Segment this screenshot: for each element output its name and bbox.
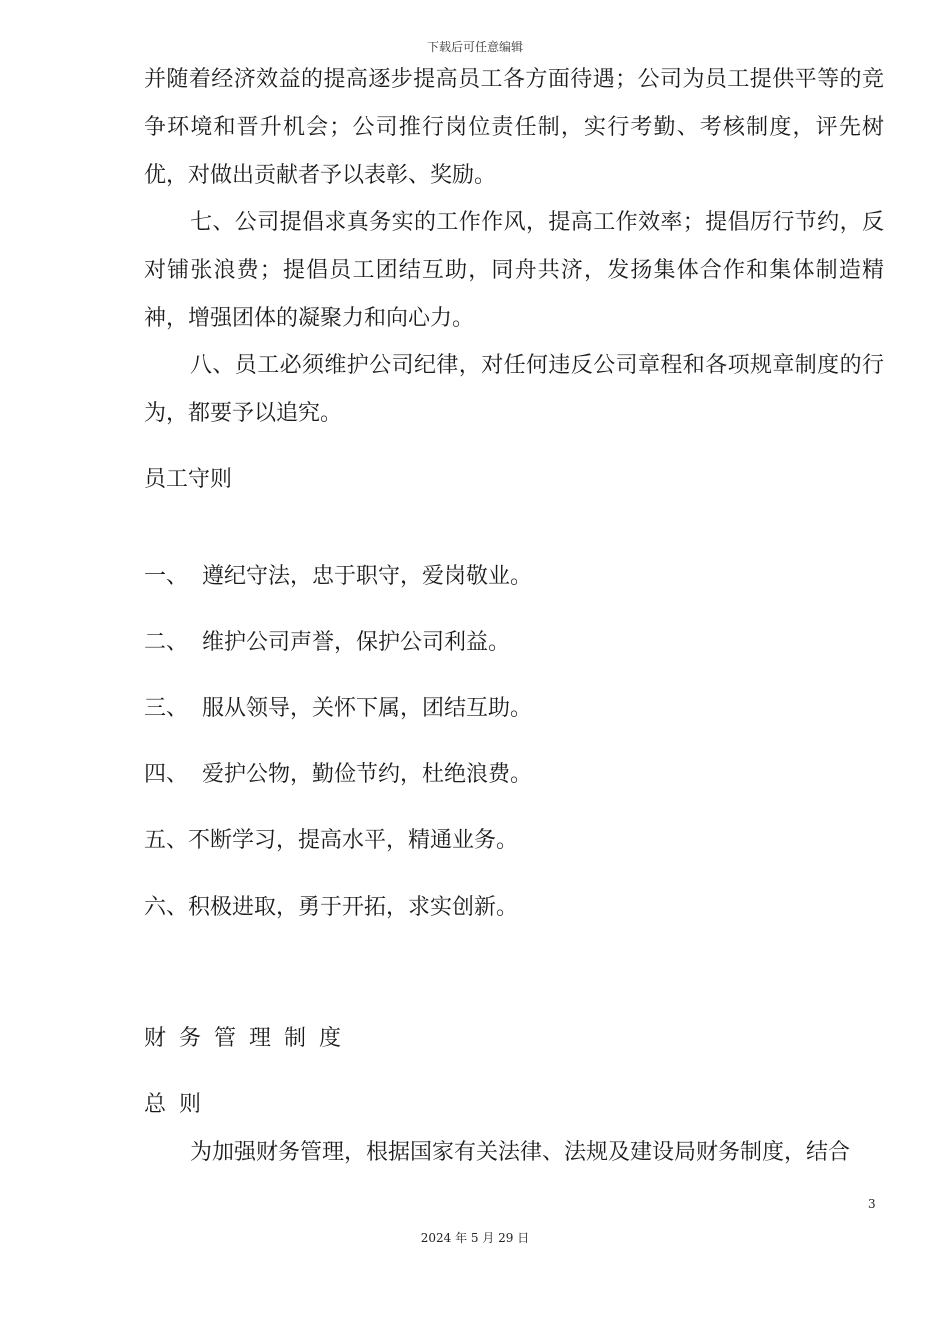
paragraph-eight: 八、员工必须维护公司纪律，对任何违反公司章程和各项规章制度的行为，都要予以追究。: [144, 353, 884, 426]
section-title-code-of-conduct: 员工守则: [144, 467, 233, 492]
list-item: [144, 826, 518, 856]
list-item: [144, 760, 532, 790]
paragraph-seven: 七、公司提倡求真务实的工作作风，提高工作效率；提倡厉行节约，反对铺张浪费；提倡员工团结互助，同舟共济，发扬集体合作和集体制造精神，增强团体的凝聚力和向心力。: [144, 210, 884, 331]
list-item-number: 六、: [144, 895, 189, 920]
list-item-text: 服从领导，关怀下属，团结互助。: [202, 696, 533, 721]
list-item: [144, 628, 510, 658]
list-item-number: 四、: [144, 762, 189, 787]
list-item-text: 维护公司声誉，保护公司利益。: [202, 630, 511, 655]
list-item-number: 一、: [144, 564, 189, 589]
list-item-text: 不断学习，提高水平，精通业务。: [188, 828, 519, 853]
page-footer-date: 2024 年 5 月 29 日: [420, 1231, 530, 1245]
list-item-number: 五、: [144, 828, 189, 853]
list-item-number: 二、: [144, 630, 189, 655]
section-title-finance: 财务管理制度: [144, 1026, 355, 1051]
list-item-text: 积极进取，勇于开拓，求实创新。: [188, 895, 519, 920]
list-item-number: 三、: [144, 696, 189, 721]
section-subtitle-general: 总则: [144, 1092, 215, 1117]
list-item: [144, 562, 532, 592]
list-item: [144, 694, 532, 724]
list-item-text: 遵纪守法，忠于职守，爱岗敬业。: [202, 564, 533, 589]
paragraph-continued: 并随着经济效益的提高逐步提高员工各方面待遇；公司为员工提供平等的竞争环境和晋升机会；公司推行岗位责任制，实行考勤、考核制度，评先树优，对做出贡献者予以表彰、奖励。: [144, 67, 884, 188]
list-item: [144, 893, 518, 923]
page-number: 3: [868, 1197, 876, 1211]
paragraph-finance-intro: 为加强财务管理，根据国家有关法律、法规及建设局财务制度，结合: [190, 1140, 851, 1165]
page-header: 下载后可任意编辑: [426, 40, 523, 54]
list-item-text: 爱护公物，勤俭节约，杜绝浪费。: [202, 762, 533, 787]
